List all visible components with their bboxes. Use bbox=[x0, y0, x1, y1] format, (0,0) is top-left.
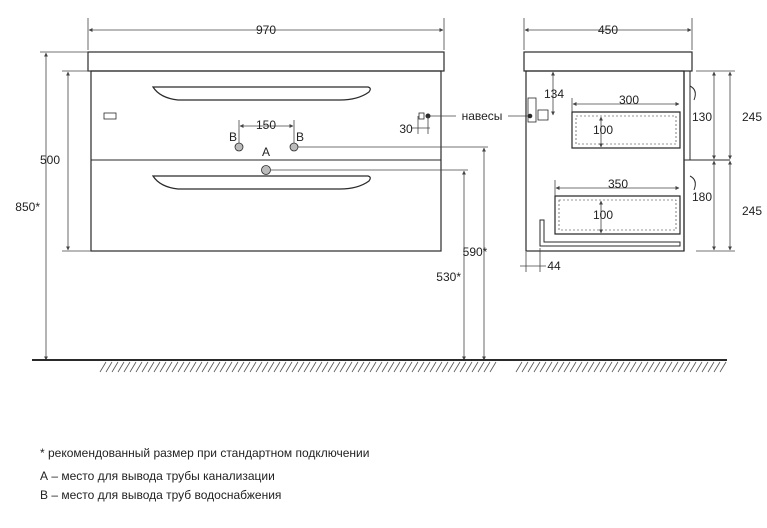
floor-hatch-line bbox=[582, 362, 588, 372]
dim-total-height: 850* bbox=[15, 200, 40, 214]
front-countertop bbox=[88, 52, 444, 71]
floor-hatch-line bbox=[310, 362, 316, 372]
dim-upper-drawer-front: 130 bbox=[691, 110, 713, 124]
floor-hatch-line bbox=[484, 362, 490, 372]
floor-hatch-line bbox=[124, 362, 130, 372]
floor-hatch-line bbox=[316, 362, 322, 372]
floor-hatch-line bbox=[130, 362, 136, 372]
floor-hatch-line bbox=[516, 362, 522, 372]
floor-hatch-line bbox=[624, 362, 630, 372]
floor-hatch-line bbox=[618, 362, 624, 372]
floor-hatch-line bbox=[238, 362, 244, 372]
floor-hatch-line bbox=[660, 362, 666, 372]
floor-hatch-line bbox=[418, 362, 424, 372]
floor-hatch-line bbox=[600, 362, 606, 372]
floor-hatch-line bbox=[154, 362, 160, 372]
front-cabinet-body bbox=[91, 71, 441, 251]
floor-hatch-line bbox=[594, 362, 600, 372]
floor-hatch-line bbox=[448, 362, 454, 372]
floor-hatch-line bbox=[208, 362, 214, 372]
floor-hatch-line bbox=[322, 362, 328, 372]
floor-hatch-line bbox=[232, 362, 238, 372]
floor-hatch-line bbox=[292, 362, 298, 372]
floor-hatch-line bbox=[454, 362, 460, 372]
label-hinges: навесы bbox=[461, 109, 503, 123]
floor-hatch-line bbox=[280, 362, 286, 372]
side-hinge-bracket bbox=[528, 98, 536, 122]
bottom-panel bbox=[540, 220, 680, 246]
floor-hatch-line bbox=[654, 362, 660, 372]
dim-height-590: 590* bbox=[462, 245, 488, 259]
floor-hatch-line bbox=[430, 362, 436, 372]
floor-hatch-line bbox=[370, 362, 376, 372]
legend-note-b: В – место для вывода труб водоснабжения bbox=[40, 488, 282, 502]
floor-hatch-line bbox=[214, 362, 220, 372]
floor-hatch-line bbox=[382, 362, 388, 372]
floor-hatch-line bbox=[522, 362, 528, 372]
floor-hatch-line bbox=[442, 362, 448, 372]
floor-hatch-line bbox=[118, 362, 124, 372]
right-hinge-mark bbox=[419, 113, 424, 119]
floor-hatch-line bbox=[400, 362, 406, 372]
floor-hatch-line bbox=[436, 362, 442, 372]
floor-hatch-line bbox=[166, 362, 172, 372]
floor-hatch-line bbox=[460, 362, 466, 372]
floor-hatch-line bbox=[412, 362, 418, 372]
floor-hatch-line bbox=[690, 362, 696, 372]
floor-hatch-line bbox=[388, 362, 394, 372]
floor-hatch-line bbox=[636, 362, 642, 372]
floor-hatch-line bbox=[142, 362, 148, 372]
floor-hatch-line bbox=[642, 362, 648, 372]
floor-hatch-line bbox=[702, 362, 708, 372]
dim-lower-drawer-height: 100 bbox=[592, 208, 614, 222]
floor-hatch-line bbox=[576, 362, 582, 372]
floor-hatch-line bbox=[540, 362, 546, 372]
floor-hatch-line bbox=[678, 362, 684, 372]
floor bbox=[32, 360, 727, 372]
lower-drawer-handle bbox=[153, 176, 370, 189]
floor-hatch-line bbox=[606, 362, 612, 372]
floor-hatch-line bbox=[666, 362, 672, 372]
floor-hatch-line bbox=[148, 362, 154, 372]
side-view bbox=[524, 52, 730, 251]
dim-upper-section: 245 bbox=[741, 110, 763, 124]
floor-hatch-line bbox=[268, 362, 274, 372]
floor-hatch-line bbox=[136, 362, 142, 372]
floor-hatch-line bbox=[552, 362, 558, 372]
floor-hatch-line bbox=[100, 362, 106, 372]
dim-hinge-height: 134 bbox=[544, 87, 565, 101]
floor-hatch-line bbox=[528, 362, 534, 372]
floor-hatch-line bbox=[202, 362, 208, 372]
floor-hatch-line bbox=[220, 362, 226, 372]
label-point-a: A bbox=[261, 145, 271, 159]
floor-hatch-line bbox=[376, 362, 382, 372]
floor-hatch-line bbox=[720, 362, 726, 372]
dim-front-height: 500 bbox=[39, 153, 60, 167]
floor-hatch-line bbox=[708, 362, 714, 372]
floor-hatch-line bbox=[262, 362, 268, 372]
floor-hatch-line bbox=[172, 362, 178, 372]
floor-hatch-line bbox=[184, 362, 190, 372]
pipe-hole-b-left bbox=[235, 143, 243, 151]
dim-panel-offset: 44 bbox=[547, 259, 561, 273]
upper-front-profile bbox=[684, 71, 690, 160]
floor-hatch-line bbox=[298, 362, 304, 372]
upper-drawer-box bbox=[572, 112, 680, 148]
floor-hatch-line bbox=[612, 362, 618, 372]
floor-hatch-line bbox=[196, 362, 202, 372]
floor-hatch-line bbox=[546, 362, 552, 372]
floor-hatch-line bbox=[588, 362, 594, 372]
dim-side-depth: 450 bbox=[597, 23, 619, 37]
floor-hatch-line bbox=[472, 362, 478, 372]
floor-hatch-line bbox=[424, 362, 430, 372]
label-point-b-left: B bbox=[228, 130, 238, 144]
left-hinge-mark bbox=[104, 113, 116, 119]
floor-hatch-line bbox=[534, 362, 540, 372]
floor-hatch-line bbox=[250, 362, 256, 372]
dim-lower-drawer-depth: 350 bbox=[607, 177, 629, 191]
floor-hatch-line bbox=[286, 362, 292, 372]
dim-upper-drawer-depth: 300 bbox=[618, 93, 640, 107]
floor-hatch-line bbox=[304, 362, 310, 372]
floor-hatch-line bbox=[394, 362, 400, 372]
lower-drawer-box bbox=[555, 196, 680, 234]
legend-note-a: А – место для вывода трубы канализации bbox=[40, 469, 275, 483]
floor-hatch-line bbox=[478, 362, 484, 372]
floor-hatch-line bbox=[226, 362, 232, 372]
dim-pipe-spacing: 150 bbox=[255, 118, 277, 132]
floor-hatch-line bbox=[274, 362, 280, 372]
dim-lower-section: 245 bbox=[741, 204, 763, 218]
floor-hatch-line bbox=[672, 362, 678, 372]
floor-hatch-line bbox=[244, 362, 250, 372]
pipe-hole-a bbox=[262, 166, 271, 175]
floor-hatch-line bbox=[358, 362, 364, 372]
dim-hinge-offset: 30 bbox=[399, 122, 413, 136]
floor-hatch-line bbox=[696, 362, 702, 372]
dim-upper-drawer-height: 100 bbox=[592, 123, 614, 137]
dim-lower-drawer-front: 180 bbox=[691, 190, 713, 204]
floor-hatch-line bbox=[648, 362, 654, 372]
floor-hatch-line bbox=[178, 362, 184, 372]
floor-hatch-line bbox=[466, 362, 472, 372]
floor-hatch-line bbox=[570, 362, 576, 372]
pipe-hole-b-right bbox=[290, 143, 298, 151]
floor-hatch-line bbox=[558, 362, 564, 372]
floor-hatch-line bbox=[406, 362, 412, 372]
floor-hatch-line bbox=[630, 362, 636, 372]
side-countertop bbox=[524, 52, 692, 71]
legend-note-star: * рекомендованный размер при стандартном подключении bbox=[40, 446, 370, 460]
lower-handle-profile bbox=[690, 176, 695, 190]
floor-hatch-line bbox=[714, 362, 720, 372]
label-point-b-right: B bbox=[295, 130, 305, 144]
floor-hatch-line bbox=[190, 362, 196, 372]
floor-hatch-line bbox=[160, 362, 166, 372]
floor-hatch-line bbox=[112, 362, 118, 372]
floor-hatch-line bbox=[106, 362, 112, 372]
floor-hatch-line bbox=[364, 362, 370, 372]
dim-height-530: 530* bbox=[436, 270, 461, 284]
floor-hatch-line bbox=[346, 362, 352, 372]
floor-hatch-line bbox=[490, 362, 496, 372]
floor-hatch-line bbox=[328, 362, 334, 372]
dim-front-width: 970 bbox=[255, 23, 277, 37]
upper-handle-profile bbox=[690, 86, 695, 100]
floor-hatch-line bbox=[334, 362, 340, 372]
floor-hatch-line bbox=[684, 362, 690, 372]
floor-hatch-line bbox=[256, 362, 262, 372]
floor-hatch-line bbox=[564, 362, 570, 372]
floor-hatch-line bbox=[352, 362, 358, 372]
floor-hatch-line bbox=[340, 362, 346, 372]
upper-drawer-handle bbox=[153, 87, 370, 100]
